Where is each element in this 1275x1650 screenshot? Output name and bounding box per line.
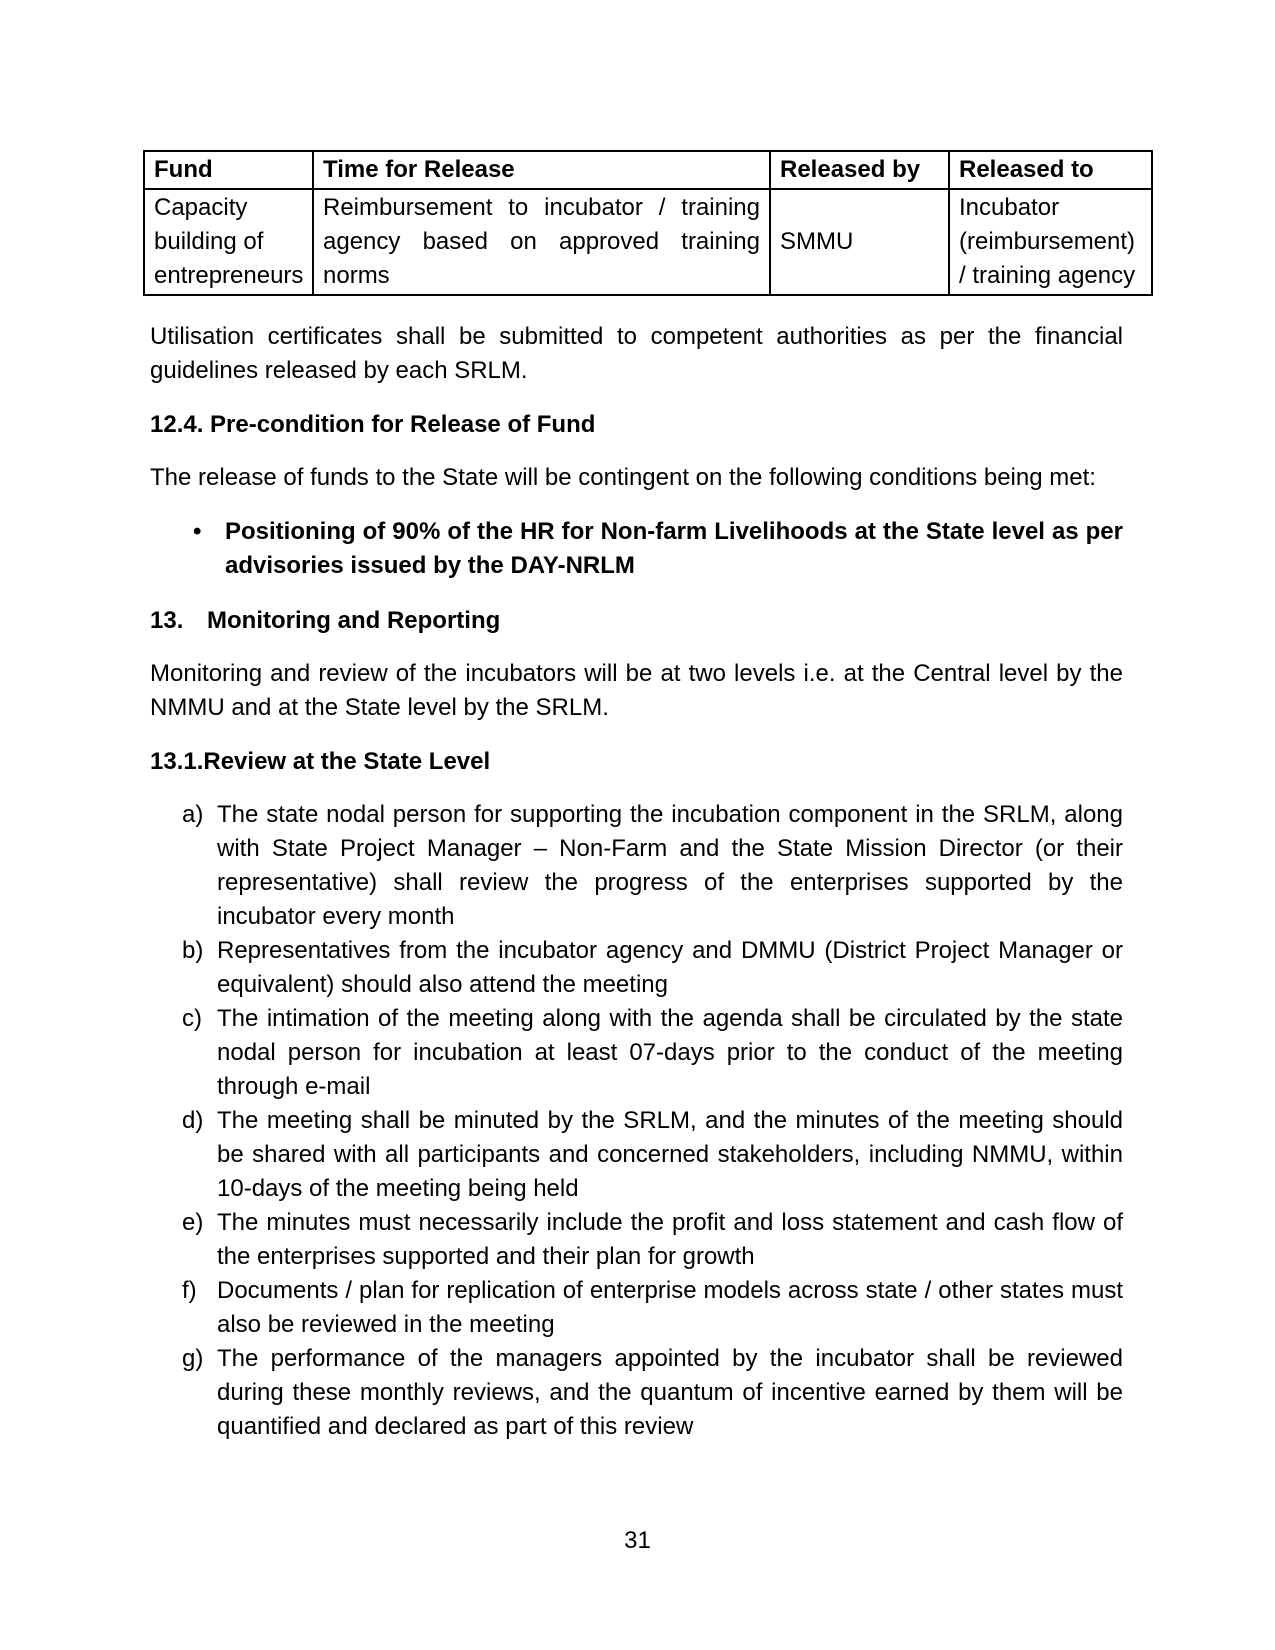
list-item-f xyxy=(150,1274,1123,1342)
list-item-e xyxy=(150,1206,1123,1274)
list-item-label: e) xyxy=(182,1209,204,1236)
list-item-d xyxy=(150,1104,1123,1206)
list-item-text: The performance of the managers appointed by the incubator shall be reviewed during these monthly reviews, and the quantum of incentive earned by them will be quantified and declared as part of this review xyxy=(217,1345,1123,1440)
table-header-row xyxy=(144,151,1152,189)
list-item-label: a) xyxy=(182,801,204,828)
col-header-time-for-release: Time for Release xyxy=(313,151,770,189)
cell-released-by: SMMU xyxy=(770,189,949,295)
bullet-text: Positioning of 90% of the HR for Non-farm Livelihoods at the State level as per advisories issued by the DAY-NRLM xyxy=(225,518,1123,579)
page-number: 31 xyxy=(624,1527,651,1554)
list-item-label: d) xyxy=(182,1107,204,1134)
list-item-text: Documents / plan for replication of enterprise models across state / other states must also be reviewed in the meeting xyxy=(217,1277,1123,1338)
heading-13-1-review-state-level: 13.1.Review at the State Level xyxy=(150,748,491,775)
heading-13-number: 13. xyxy=(150,607,184,634)
heading-13-title: Monitoring and Reporting xyxy=(207,607,501,634)
list-item-b xyxy=(150,934,1123,1002)
paragraph-utilisation-certificates: Utilisation certificates shall be submitted to competent authorities as per the financial guidelines released by each SRLM. xyxy=(150,323,1123,384)
list-item-label: g) xyxy=(182,1345,204,1372)
page-content xyxy=(150,150,1136,1444)
list-item-text: The intimation of the meeting along with the agenda shall be circulated by the state nodal person for incubation at least 07-days prior to the conduct of the meeting through e-mail xyxy=(217,1005,1123,1100)
list-item-text: Representatives from the incubator agency and DMMU (District Project Manager or equivalent) should also attend the meeting xyxy=(217,937,1123,998)
list-item-text: The meeting shall be minuted by the SRLM, and the minutes of the meeting should be shared with all participants and concerned stakeholders, including NMMU, within 10-days of the meeting being held xyxy=(217,1107,1123,1202)
paragraph-release-condition: The release of funds to the State will be contingent on the following conditions being met: xyxy=(150,464,1096,491)
heading-12-4-pre-condition: 12.4. Pre-condition for Release of Fund xyxy=(150,411,596,438)
cell-released-to: Incubator (reimbursement) / training agency xyxy=(949,189,1152,295)
list-item-text: The minutes must necessarily include the profit and loss statement and cash flow of the enterprises supported and their plan for growth xyxy=(217,1209,1123,1270)
list-item-g xyxy=(150,1342,1123,1444)
table-row-capacity-building xyxy=(144,189,1152,295)
list-item-label: b) xyxy=(182,937,204,964)
cell-fund: Capacity building of entrepreneurs xyxy=(144,189,313,295)
paragraph-monitoring-review: Monitoring and review of the incubators will be at two levels i.e. at the Central level by the NMMU and at the State level by the SRLM. xyxy=(150,660,1123,721)
cell-time-for-release: Reimbursement to incubator / training agency based on approved training norms xyxy=(313,189,770,295)
review-list xyxy=(150,798,1123,1444)
col-header-released-by: Released by xyxy=(770,151,949,189)
list-item-a xyxy=(150,798,1123,934)
list-item-c xyxy=(150,1002,1123,1104)
col-header-fund: Fund xyxy=(144,151,313,189)
list-item-label: c) xyxy=(182,1005,202,1032)
col-header-released-to: Released to xyxy=(949,151,1152,189)
list-item-text: The state nodal person for supporting the incubation component in the SRLM, along with State Project Manager – Non-Farm and the State Mission Director (or their representative) shall review the progress of the enterprises supported by the incubator every month xyxy=(217,801,1123,930)
heading-13-monitoring xyxy=(150,604,1123,638)
fund-release-table xyxy=(143,150,1153,296)
bullet-positioning-hr xyxy=(150,515,1123,583)
bullet-icon: • xyxy=(193,518,202,545)
list-item-label: f) xyxy=(182,1277,197,1304)
